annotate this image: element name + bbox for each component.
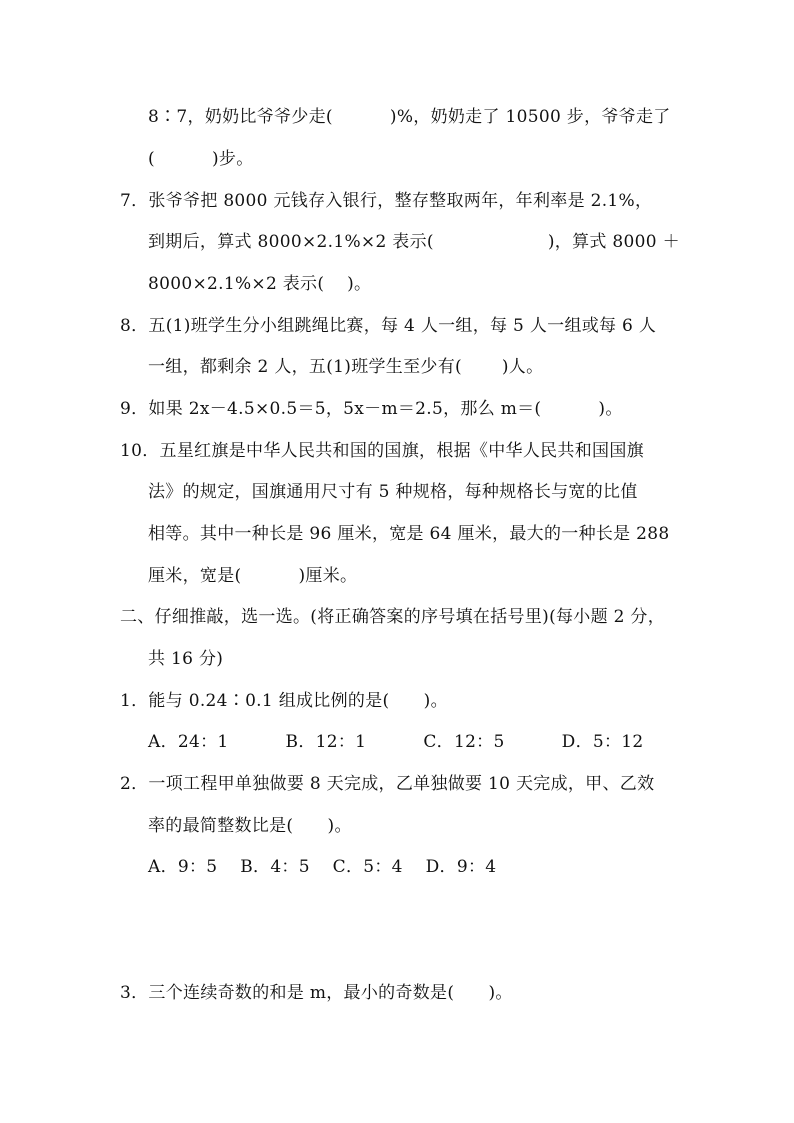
text: 8．五(1)班学生分小组跳绳比赛，每 4 人一组，每 5 人一组或每 6 人 bbox=[120, 316, 657, 336]
text: 到期后，算式 8000×2.1%×2 表示( )，算式 8000 ＋ bbox=[148, 232, 680, 252]
text: 8000×2.1%×2 表示( )。 bbox=[148, 274, 372, 294]
section-2-heading-line-1 bbox=[120, 606, 665, 628]
q6-text-line-1 bbox=[148, 106, 671, 128]
q8-text-line-1 bbox=[120, 315, 656, 337]
text: 7．张爷爷把 8000 元钱存入银行，整存整取两年，年利率是 2.1%， bbox=[120, 191, 653, 211]
text: 9．如果 2x－4.5×0.5＝5，5x－m＝2.5，那么 m＝( )。 bbox=[120, 399, 623, 419]
text: A．9：5 B．4：5 C．5：4 D．9：4 bbox=[148, 857, 497, 877]
q7-text-line-1 bbox=[120, 190, 652, 212]
q7-text-line-2 bbox=[148, 231, 680, 253]
mc-q2-text-line-1 bbox=[120, 773, 654, 795]
text: 相等。其中一种长是 96 厘米，宽是 64 厘米，最大的一种长是 288 bbox=[148, 524, 670, 544]
text: 一组，都剩余 2 人，五(1)班学生至少有( )人。 bbox=[148, 357, 544, 377]
text: 8∶7，奶奶比爷爷少走( )%，奶奶走了 10500 步，爷爷走了 bbox=[148, 107, 671, 127]
mc-q1-text bbox=[120, 690, 448, 712]
text: 3．三个连续奇数的和是 m，最小的奇数是( )。 bbox=[120, 983, 513, 1003]
text: 法》的规定，国旗通用尺寸有 5 种规格，每种规格长与宽的比值 bbox=[148, 482, 638, 502]
q10-text-line-2 bbox=[148, 481, 638, 503]
text: 厘米，宽是( )厘米。 bbox=[148, 566, 358, 586]
text: 1．能与 0.24∶0.1 组成比例的是( )。 bbox=[120, 691, 448, 711]
text: ( )步。 bbox=[148, 149, 254, 169]
q7-text-line-3 bbox=[148, 273, 371, 295]
q8-text-line-2 bbox=[148, 356, 543, 378]
q9-text-line-1 bbox=[120, 398, 623, 420]
q10-text-line-1 bbox=[120, 440, 644, 462]
mc-q2-options bbox=[148, 856, 496, 878]
text: 10．五星红旗是中华人民共和国的国旗，根据《中华人民共和国国旗 bbox=[120, 441, 644, 461]
text: 二、仔细推敲，选一选。(将正确答案的序号填在括号里)(每小题 2 分， bbox=[120, 607, 666, 627]
mc-q1-options bbox=[148, 731, 644, 753]
text: A．24：1 B．12：1 C．12：5 D．5：12 bbox=[148, 732, 644, 752]
text: 共 16 分) bbox=[148, 649, 224, 669]
q10-text-line-4 bbox=[148, 565, 357, 587]
q6-text-line-2 bbox=[148, 148, 254, 170]
text: 率的最简整数比是( )。 bbox=[148, 816, 352, 836]
text: 2．一项工程甲单独做要 8 天完成，乙单独做要 10 天完成，甲、乙效 bbox=[120, 774, 655, 794]
q10-text-line-3 bbox=[148, 523, 670, 545]
mc-q2-text-line-2 bbox=[148, 815, 352, 837]
section-2-heading-line-2 bbox=[148, 648, 223, 670]
mc-q3-text bbox=[120, 982, 513, 1004]
